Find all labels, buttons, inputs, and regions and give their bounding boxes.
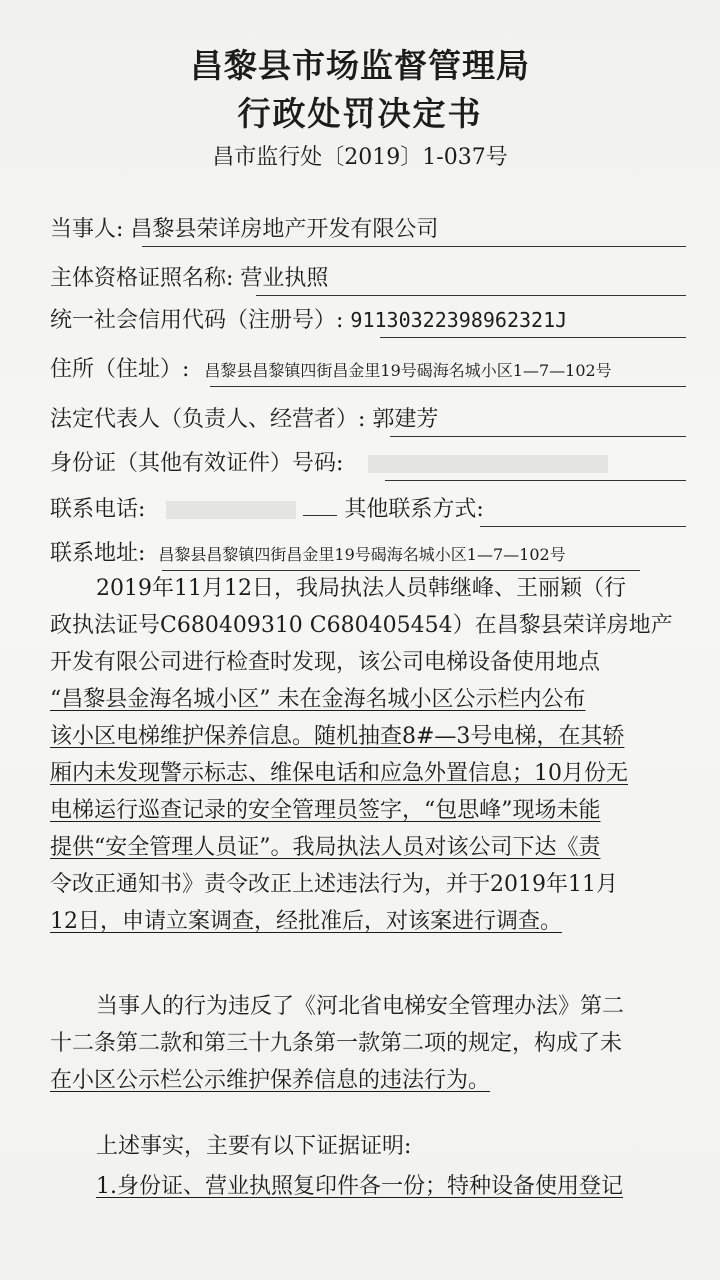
redacted-id-number: [368, 455, 608, 473]
paragraph-line: 1.身份证、营业执照复印件各一份；特种设备使用登记: [96, 1174, 623, 1199]
document-number: 昌市监行处〔2019〕1-037号: [212, 145, 508, 170]
paragraph-line: 上述事实，主要有以下证据证明:: [96, 1134, 412, 1159]
cert-label: 主体资格证照名称:: [50, 266, 234, 291]
paragraph-line: 12日，申请立案调查，经批准后，对该案进行调查。: [50, 909, 562, 934]
document-type-title: 行政处罚决定书: [237, 94, 483, 133]
id-number-label: 身份证（其他有效证件）号码:: [50, 451, 344, 476]
paragraph-line: 政执法证号C680409310 C680405454）在昌黎县荣详房地产: [50, 613, 673, 638]
contact-address-field: [50, 536, 700, 567]
paragraph-line: 在小区公示栏公示维护保养信息的违法行为。: [50, 1068, 491, 1093]
paragraph-line: 厢内未发现警示标志、维保电话和应急外置信息；10月份无: [50, 761, 628, 786]
paragraph-line: 开发有限公司进行检查时发现，该公司电梯设备使用地点: [50, 650, 601, 675]
address-value: 昌黎县昌黎镇四街昌金里19号碣海名城小区1—7—102号: [204, 361, 612, 380]
paragraph-line: 令改正通知书》责令改正上述违法行为，并于2019年11月: [50, 872, 618, 897]
credit-code-field: [50, 303, 700, 334]
party-label: 当事人:: [50, 217, 124, 242]
other-contact-label: 其他联系方式:: [344, 497, 484, 522]
contact-address-label: 联系地址:: [50, 541, 146, 566]
paragraph-line: 十二条第二款和第三十九条第一款第二项的规定，构成了未: [50, 1031, 623, 1056]
address-label: 住所（住址）:: [50, 357, 190, 382]
credit-code-value: 91130322398962321J: [350, 308, 568, 332]
id-number-field: [50, 446, 700, 477]
evidence-intro: [50, 1128, 715, 1165]
paragraph-line: 该小区电梯维护保养信息。随机抽查8#—3号电梯，在其轿: [50, 724, 625, 749]
cert-field: [50, 261, 700, 292]
phone-field: [50, 492, 700, 523]
redacted-phone: [166, 501, 296, 519]
party-field: [50, 212, 700, 243]
fact-paragraph: [50, 570, 715, 940]
contact-address-value: 昌黎县昌黎镇四街昌金里19号碣海名城小区1—7—102号: [158, 545, 566, 564]
cert-value: 营业执照: [240, 266, 329, 291]
evidence-item-1: [50, 1168, 715, 1205]
violation-paragraph: [50, 988, 715, 1099]
paragraph-line: 电梯运行巡查记录的安全管理员签字，“包思峰”现场未能: [50, 798, 601, 823]
party-value: 昌黎县荣详房地产开发有限公司: [130, 217, 439, 242]
legal-rep-value: 郭建芳: [372, 407, 439, 432]
credit-code-label: 统一社会信用代码（注册号）:: [50, 308, 344, 333]
paragraph-line: 2019年11月12日，我局执法人员韩继峰、王丽颖（行: [96, 576, 626, 601]
paragraph-line: “昌黎县金海名城小区” 未在金海名城小区公示栏内公布: [50, 687, 586, 712]
paragraph-line: 提供“安全管理人员证”。我局执法人员对该公司下达《责: [50, 835, 601, 860]
legal-rep-label: 法定代表人（负责人、经营者）:: [50, 407, 366, 432]
paragraph-line: 当事人的行为违反了《河北省电梯安全管理办法》第二: [96, 994, 625, 1019]
phone-label: 联系电话:: [50, 497, 146, 522]
address-field: [50, 352, 700, 383]
legal-rep-field: [50, 402, 700, 433]
agency-title: 昌黎县市场监督管理局: [190, 46, 530, 85]
